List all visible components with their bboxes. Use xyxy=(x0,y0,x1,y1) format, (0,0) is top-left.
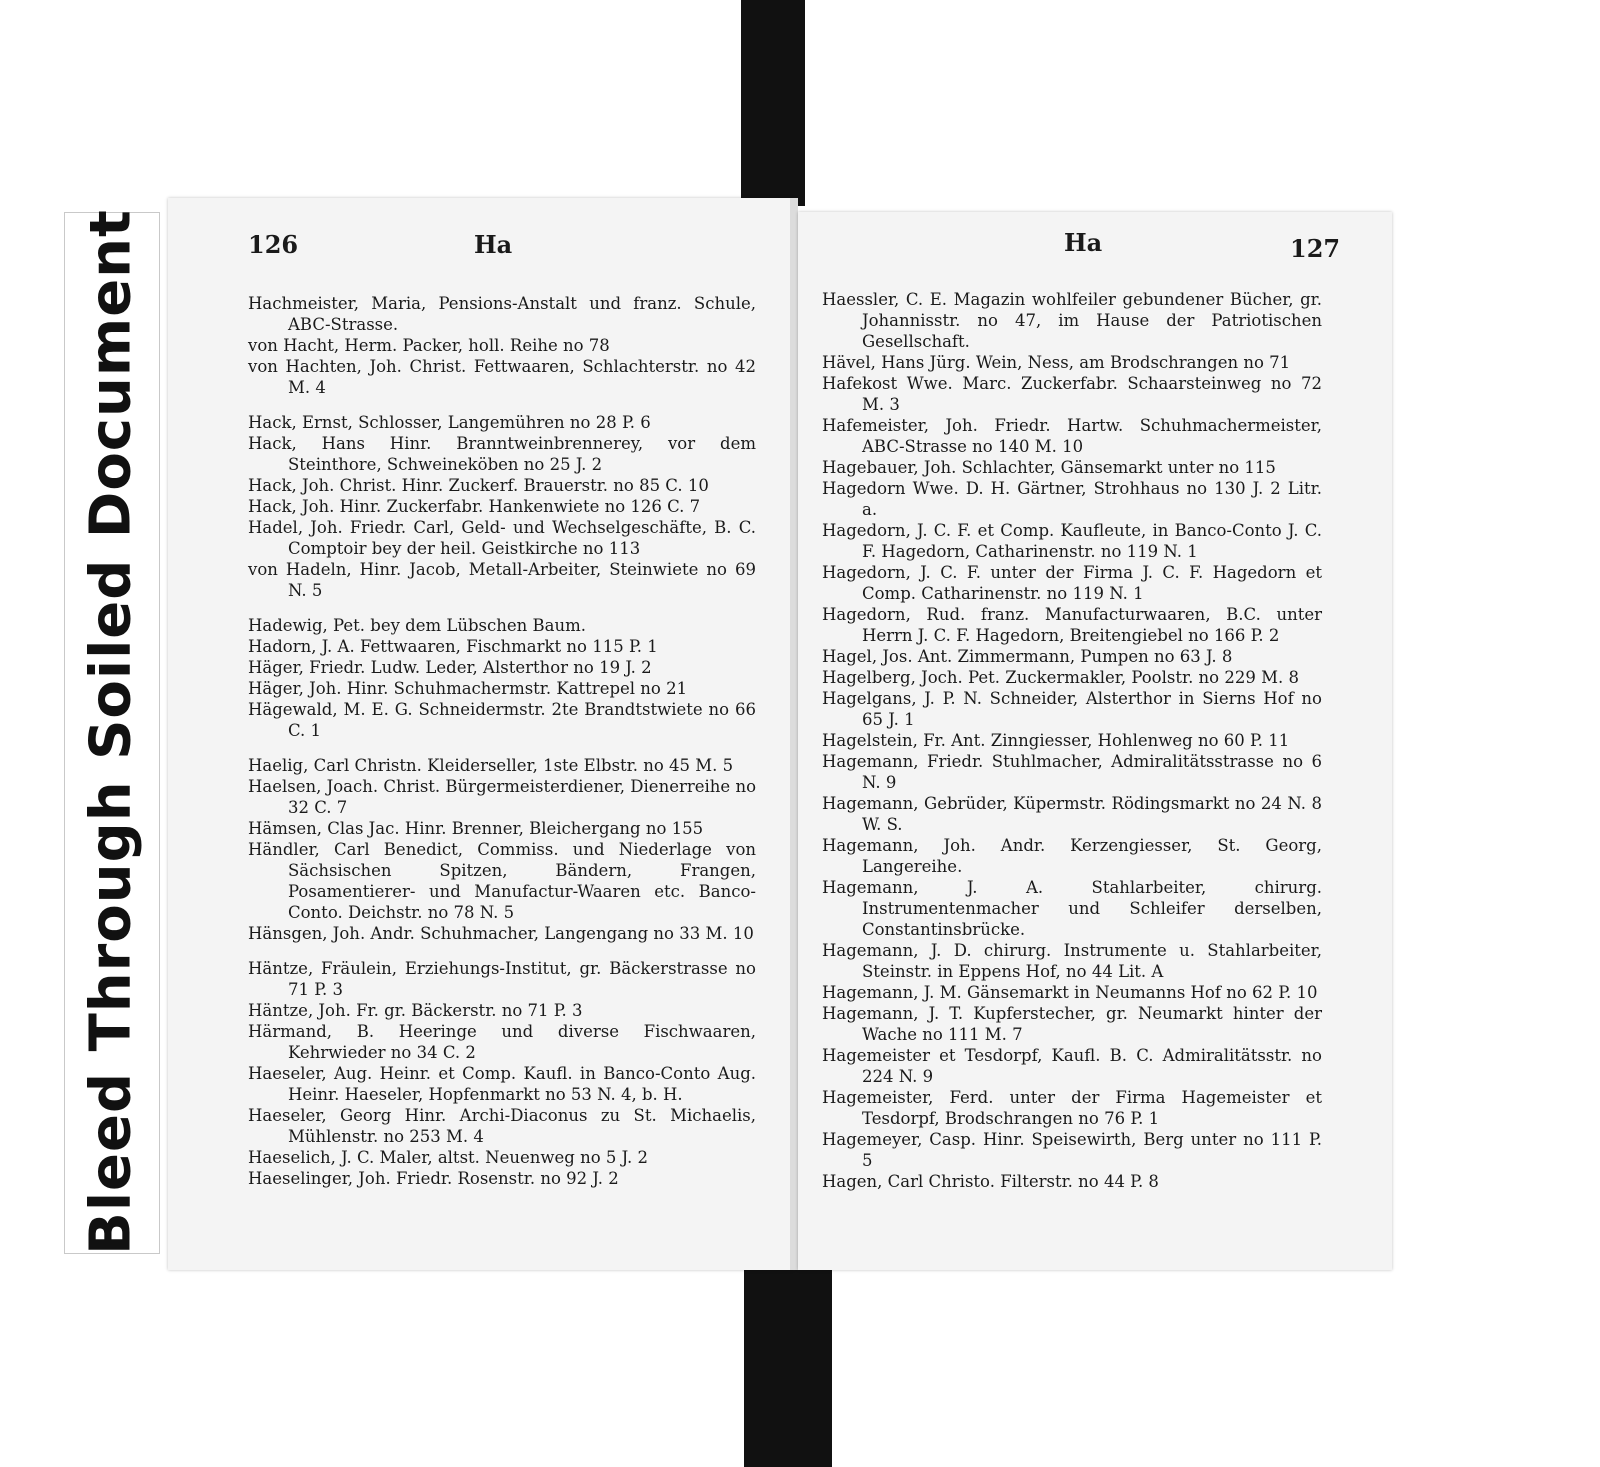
list-item: Hagemann, J. T. Kupferstecher, gr. Neumarkt hinter der Wache no 111 M. 7 xyxy=(822,1004,1322,1044)
list-item: Hagedorn Wwe. D. H. Gärtner, Strohhaus no 130 J. 2 Litr. a. xyxy=(822,479,1322,519)
list-item: Hagel, Jos. Ant. Zimmermann, Pumpen no 63 J. 8 xyxy=(822,647,1233,666)
left-page-number: 126 xyxy=(248,230,299,259)
list-item: Hadewig, Pet. bey dem Lübschen Baum. xyxy=(248,616,586,635)
list-item: Haeselinger, Joh. Friedr. Rosenstr. no 92 J. 2 xyxy=(248,1169,619,1188)
condition-stamp-text: Bleed Through Soiled Document xyxy=(78,209,144,1255)
list-item: Hagemann, J. D. chirurg. Instrumente u. Stahlarbeiter, Steinstr. in Eppens Hof, no 44 Lit. A xyxy=(822,941,1322,981)
list-item: Haelig, Carl Christn. Kleiderseller, 1ste Elbstr. no 45 M. 5 xyxy=(248,756,734,775)
list-item: Händler, Carl Benedict, Commiss. und Niederlage von Sächsischen Spitzen, Bändern, Frangen, Posamentierer- und Manufactur-Waaren etc. Banco-Conto. Deichstr. no 78 N. 5 xyxy=(248,840,756,922)
right-page-number: 127 xyxy=(1290,234,1341,263)
list-item: Hänsgen, Joh. Andr. Schuhmacher, Langengang no 33 M. 10 xyxy=(248,924,754,943)
left-entries xyxy=(248,293,756,1189)
list-item: Haeselich, J. C. Maler, altst. Neuenweg no 5 J. 2 xyxy=(248,1148,648,1167)
list-item: Hack, Joh. Christ. Hinr. Zuckerf. Brauerstr. no 85 C. 10 xyxy=(248,476,709,495)
list-item: von Hacht, Herm. Packer, holl. Reihe no 78 xyxy=(248,336,610,355)
right-entries xyxy=(822,289,1322,1192)
list-item: Härmand, B. Heeringe und diverse Fischwaaren, Kehrwieder no 34 C. 2 xyxy=(248,1022,756,1062)
list-item: Hagelberg, Joch. Pet. Zuckermakler, Poolstr. no 229 M. 8 xyxy=(822,668,1299,687)
list-item: Haeseler, Aug. Heinr. et Comp. Kaufl. in Banco-Conto Aug. Heinr. Haeseler, Hopfenmarkt no 53 N. 4, b. H. xyxy=(248,1064,756,1104)
list-item: Häger, Joh. Hinr. Schuhmachermstr. Kattrepel no 21 xyxy=(248,679,688,698)
list-item: Haeseler, Georg Hinr. Archi-Diaconus zu St. Michaelis, Mühlenstr. no 253 M. 4 xyxy=(248,1106,756,1146)
list-item: Hagemeister et Tesdorpf, Kaufl. B. C. Admiralitätsstr. no 224 N. 9 xyxy=(822,1046,1322,1086)
list-item: Hagebauer, Joh. Schlachter, Gänsemarkt unter no 115 xyxy=(822,458,1276,477)
book-spine xyxy=(790,198,798,1270)
list-item: Hagemann, J. A. Stahlarbeiter, chirurg. Instrumentenmacher und Schleifer derselben, Constantinsbrücke. xyxy=(822,878,1322,939)
left-page xyxy=(168,198,794,1270)
list-item: Häntze, Joh. Fr. gr. Bäckerstr. no 71 P. 3 xyxy=(248,1001,583,1020)
right-page-heading: Ha xyxy=(1064,228,1103,257)
list-item: Hägewald, M. E. G. Schneidermstr. 2te Brandtstwiete no 66 C. 1 xyxy=(248,700,756,740)
list-item: Häntze, Fräulein, Erziehungs-Institut, gr. Bäckerstrasse no 71 P. 3 xyxy=(248,959,756,999)
list-item: Hagemeister, Ferd. unter der Firma Hagemeister et Tesdorpf, Brodschrangen no 76 P. 1 xyxy=(822,1088,1322,1128)
list-item: Hack, Ernst, Schlosser, Langemühren no 28 P. 6 xyxy=(248,413,651,432)
scan-band-bottom xyxy=(744,1262,832,1467)
left-page-heading: Ha xyxy=(474,230,513,259)
list-item: Hagemeyer, Casp. Hinr. Speisewirth, Berg unter no 111 P. 5 xyxy=(822,1130,1322,1170)
list-item: Hadel, Joh. Friedr. Carl, Geld- und Wechselgeschäfte, B. C. Comptoir bey der heil. Geistkirche no 113 xyxy=(248,518,756,558)
list-item: Hävel, Hans Jürg. Wein, Ness, am Brodschrangen no 71 xyxy=(822,353,1291,372)
list-item: Hagelstein, Fr. Ant. Zinngiesser, Hohlenweg no 60 P. 11 xyxy=(822,731,1290,750)
list-item: Hack, Joh. Hinr. Zuckerfabr. Hankenwiete no 126 C. 7 xyxy=(248,497,701,516)
list-item: Hagemann, Joh. Andr. Kerzengiesser, St. Georg, Langereihe. xyxy=(822,836,1322,876)
scan-band-top xyxy=(741,0,805,206)
list-item: von Hachten, Joh. Christ. Fettwaaren, Schlachterstr. no 42 M. 4 xyxy=(248,357,756,397)
list-item: Haessler, C. E. Magazin wohlfeiler gebundener Bücher, gr. Johannisstr. no 47, im Hause der Patriotischen Gesellschaft. xyxy=(822,290,1322,351)
list-item: Hagedorn, J. C. F. unter der Firma J. C. F. Hagedorn et Comp. Catharinenstr. no 119 N. 1 xyxy=(822,563,1322,603)
list-item: von Hadeln, Hinr. Jacob, Metall-Arbeiter, Steinwiete no 69 N. 5 xyxy=(248,560,756,600)
list-item: Hagemann, Friedr. Stuhlmacher, Admiralitätsstrasse no 6 N. 9 xyxy=(822,752,1322,792)
list-item: Hafekost Wwe. Marc. Zuckerfabr. Schaarsteinweg no 72 M. 3 xyxy=(822,374,1322,414)
list-item: Hagelgans, J. P. N. Schneider, Alsterthor in Sierns Hof no 65 J. 1 xyxy=(822,689,1322,729)
list-item: Hafemeister, Joh. Friedr. Hartw. Schuhmachermeister, ABC-Strasse no 140 M. 10 xyxy=(822,416,1322,456)
list-item: Hachmeister, Maria, Pensions-Anstalt und franz. Schule, ABC-Strasse. xyxy=(248,294,756,334)
list-item: Hagen, Carl Christo. Filterstr. no 44 P. 8 xyxy=(822,1172,1159,1191)
list-item: Häger, Friedr. Ludw. Leder, Alsterthor no 19 J. 2 xyxy=(248,658,652,677)
list-item: Hadorn, J. A. Fettwaaren, Fischmarkt no 115 P. 1 xyxy=(248,637,658,656)
list-item: Hagedorn, Rud. franz. Manufacturwaaren, B.C. unter Herrn J. C. F. Hagedorn, Breitengiebel no 166 P. 2 xyxy=(822,605,1322,645)
list-item: Hämsen, Clas Jac. Hinr. Brenner, Bleichergang no 155 xyxy=(248,819,704,838)
list-item: Hack, Hans Hinr. Branntweinbrennerey, vor dem Steinthore, Schweineköben no 25 J. 2 xyxy=(248,434,756,474)
list-item: Hagedorn, J. C. F. et Comp. Kaufleute, in Banco-Conto J. C. F. Hagedorn, Catharinenstr. no 119 N. 1 xyxy=(822,521,1322,561)
list-item: Haelsen, Joach. Christ. Bürgermeisterdiener, Dienerreihe no 32 C. 7 xyxy=(248,777,756,817)
right-page xyxy=(798,212,1392,1270)
list-item: Hagemann, J. M. Gänsemarkt in Neumanns Hof no 62 P. 10 xyxy=(822,983,1318,1002)
list-item: Hagemann, Gebrüder, Küpermstr. Rödingsmarkt no 24 N. 8 W. S. xyxy=(822,794,1322,834)
